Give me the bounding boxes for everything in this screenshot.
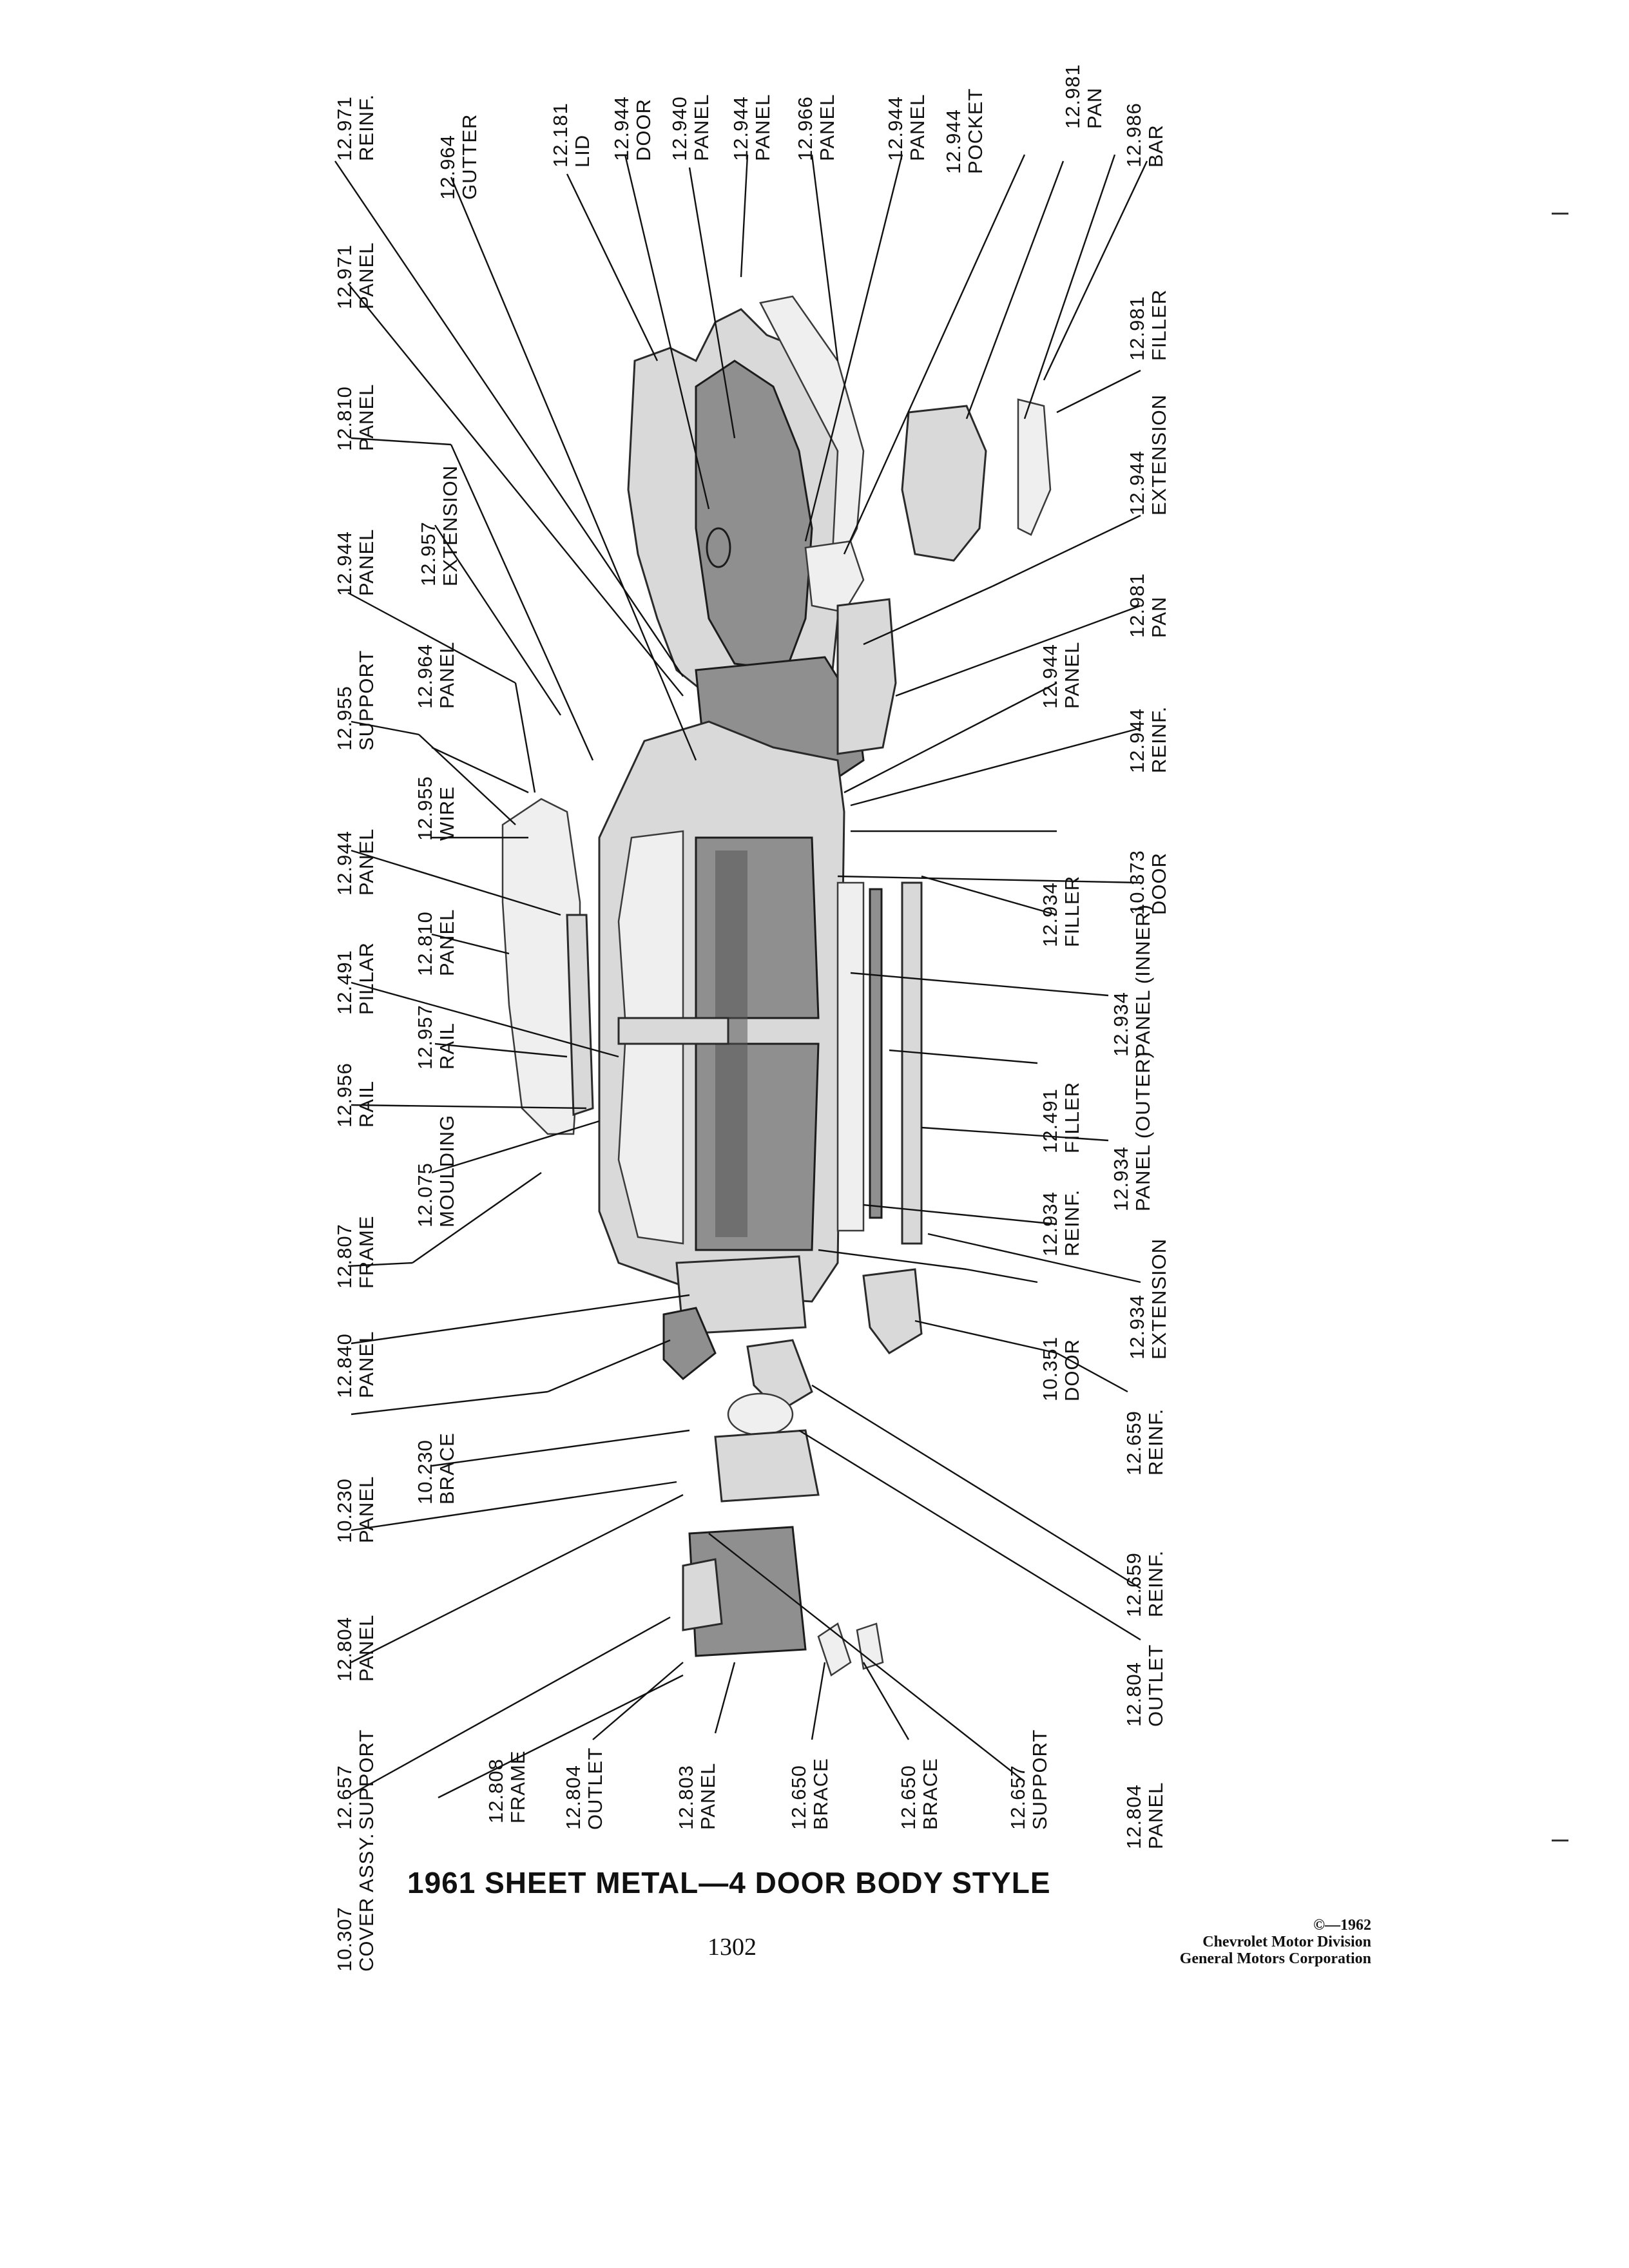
callout-name: PAN — [1148, 596, 1170, 638]
callout-name: EXTENSION — [1148, 1238, 1170, 1360]
page-title: 1961 SHEET METAL—4 DOOR BODY STYLE — [407, 1866, 1051, 1899]
callout-number: 12.944 — [942, 109, 965, 174]
callout-name: PANEL (INNER) — [1132, 904, 1154, 1057]
callout-name: FILLER — [1061, 1081, 1083, 1153]
callout-number: 12.971 — [333, 96, 356, 161]
callout-number: 12.810 — [333, 386, 356, 451]
callout-number: 12.804 — [562, 1765, 584, 1830]
callout-name: REINF. — [1148, 706, 1170, 773]
callout-name: DOOR — [1148, 852, 1170, 915]
callout-name: BRACE — [436, 1432, 458, 1504]
callout-number: 12.659 — [1123, 1410, 1145, 1475]
front-door — [696, 1044, 818, 1250]
callout-name: PILLAR — [355, 942, 378, 1015]
callout-number: 12.966 — [794, 96, 816, 161]
callout-number: 12.491 — [1039, 1088, 1061, 1153]
callout-name: PANEL — [355, 528, 378, 596]
callout-number: 12.934 — [1039, 882, 1061, 947]
callout-name: PANEL — [690, 93, 713, 161]
callout-number: 12.808 — [485, 1758, 507, 1823]
callout-name: RAIL — [355, 1081, 378, 1128]
callout-number: 12.804 — [1123, 1662, 1145, 1727]
callout-number: 12.657 — [333, 1765, 356, 1830]
callout-number: 12.944 — [333, 531, 356, 596]
callout-number: 12.940 — [668, 96, 691, 161]
callout-number: 12.957 — [414, 1004, 436, 1070]
callout-name: PANEL — [355, 383, 378, 451]
callout-number: 12.650 — [897, 1765, 920, 1830]
outlet-ring — [728, 1394, 793, 1435]
callout-name: PANEL — [1061, 641, 1083, 709]
front-brace-2 — [857, 1624, 883, 1669]
callout-number: 10.373 — [1126, 850, 1148, 915]
callout-name: REINF. — [355, 93, 378, 161]
filler-part — [1018, 399, 1050, 535]
callout-number: 12.075 — [414, 1162, 436, 1227]
callout-number: 12.971 — [333, 244, 356, 309]
pocket-part — [902, 406, 986, 561]
door-panel-outer — [902, 883, 921, 1244]
door-panel-inner — [838, 883, 863, 1231]
callout-name: BRACE — [919, 1758, 941, 1830]
callout-name: SUPPORT — [355, 649, 378, 751]
callout-number: 12.964 — [414, 644, 436, 709]
callout-name: PANEL — [355, 242, 378, 309]
copyright-division: Chevrolet Motor Division — [1202, 1934, 1371, 1950]
callout-number: 12.934 — [1126, 1294, 1148, 1360]
callout-number: 10.230 — [333, 1478, 356, 1543]
margin-mark-top — [1552, 213, 1568, 215]
callout-name: WIRE — [436, 786, 458, 841]
callout-name: GUTTER — [458, 113, 481, 200]
callout-number: 12.934 — [1110, 992, 1132, 1057]
callout-name: PANEL — [697, 1762, 719, 1830]
callout-name: PAN — [1083, 87, 1106, 129]
rear-door-opening — [619, 831, 683, 1018]
callout-name: FRAME — [355, 1215, 378, 1289]
front-cover — [683, 1559, 722, 1630]
callout-name: RAIL — [436, 1023, 458, 1070]
callout-name: EXTENSION — [439, 465, 461, 586]
callout-name: BRACE — [809, 1758, 832, 1830]
callout-name: PANEL — [355, 1475, 378, 1543]
callout-name: EXTENSION — [1148, 394, 1170, 515]
callout-name: OUTLET — [584, 1747, 606, 1830]
callout-number: 12.657 — [1007, 1765, 1029, 1830]
callout-number: 12.981 — [1061, 64, 1084, 129]
copyright-corporation: General Motors Corporation — [1179, 1950, 1371, 1967]
callout-name: REINF. — [1144, 1408, 1167, 1475]
margin-mark-bottom — [1552, 1840, 1568, 1841]
callout-number: 12.934 — [1039, 1191, 1061, 1256]
callout-number: 12.944 — [729, 96, 752, 161]
callout-number: 12.944 — [333, 831, 356, 896]
callout-number: 12.804 — [333, 1617, 356, 1682]
callout-number: 12.803 — [675, 1765, 697, 1830]
callout-number: 12.955 — [414, 776, 436, 841]
callout-number: 10.307 — [333, 1907, 356, 1972]
callout-name: PANEL — [816, 93, 838, 161]
callout-number: 12.986 — [1123, 102, 1145, 168]
callout-name: PANEL — [436, 641, 458, 709]
callout-name: POCKET — [964, 88, 987, 174]
callout-number: 10.351 — [1039, 1336, 1061, 1401]
callout-name: FILLER — [1061, 875, 1083, 947]
callout-name: SUPPORT — [1028, 1729, 1051, 1830]
body-parts-illustration — [503, 296, 1050, 1675]
callout-name: FRAME — [506, 1750, 529, 1823]
callout-name: PANEL — [355, 828, 378, 896]
callout-name: PANEL — [355, 1614, 378, 1682]
center-pillar — [619, 1018, 728, 1044]
callout-name: SUPPORT — [355, 1729, 378, 1830]
door-filler — [870, 889, 882, 1218]
callout-name: REINF. — [1144, 1550, 1167, 1617]
callout-name: LID — [571, 134, 593, 168]
callout-number: 12.807 — [333, 1224, 356, 1289]
callout-number: 12.491 — [333, 950, 356, 1015]
callout-name: PANEL — [436, 908, 458, 976]
callout-name: COVER ASSY. — [355, 1832, 378, 1972]
callout-name: MOULDING — [436, 1114, 458, 1227]
callout-name: PANEL — [1144, 1782, 1167, 1849]
fuel-door — [707, 528, 730, 567]
callout-number: 12.181 — [549, 102, 572, 168]
callout-number: 12.944 — [1126, 708, 1148, 773]
copyright-block — [985, 1917, 1371, 1967]
copyright-year: ©—1962 — [1313, 1917, 1371, 1934]
callout-number: 12.840 — [333, 1333, 356, 1398]
callout-name: BAR — [1144, 124, 1167, 168]
callout-number: 12.956 — [333, 1062, 356, 1128]
callout-number: 12.944 — [1039, 644, 1061, 709]
callout-name: PANEL (OUTER) — [1132, 1051, 1154, 1211]
callout-name: OUTLET — [1144, 1644, 1167, 1727]
callout-name: PANEL — [751, 93, 774, 161]
callout-name: PANEL — [355, 1331, 378, 1398]
callout-number: 12.804 — [1123, 1784, 1145, 1849]
callout-number: 12.964 — [436, 135, 459, 200]
callout-number: 12.981 — [1126, 296, 1148, 361]
callout-number: 12.955 — [333, 686, 356, 751]
callout-name: DOOR — [1061, 1339, 1083, 1401]
callout-name: REINF. — [1061, 1189, 1083, 1256]
front-fender-reinf — [863, 1269, 921, 1353]
callout-number: 12.944 — [610, 96, 633, 161]
callout-name: DOOR — [632, 99, 655, 161]
callout-number: 12.981 — [1126, 573, 1148, 638]
callout-name: FILLER — [1148, 289, 1170, 361]
rear-door — [696, 838, 818, 1018]
rear-inner-panel — [838, 599, 896, 754]
callout-number: 12.944 — [884, 96, 907, 161]
callout-number: 12.659 — [1123, 1552, 1145, 1617]
callout-number: 12.957 — [417, 521, 439, 586]
callout-name: PANEL — [906, 93, 929, 161]
pan-part — [805, 541, 863, 612]
callout-number: 12.944 — [1126, 450, 1148, 515]
callout-number: 12.650 — [787, 1765, 810, 1830]
page-number: 1302 — [708, 1934, 757, 1961]
front-dash-panel — [715, 1430, 818, 1501]
callout-number: 12.934 — [1110, 1146, 1132, 1211]
callout-number: 10.230 — [414, 1439, 436, 1504]
callout-number: 12.810 — [414, 911, 436, 976]
